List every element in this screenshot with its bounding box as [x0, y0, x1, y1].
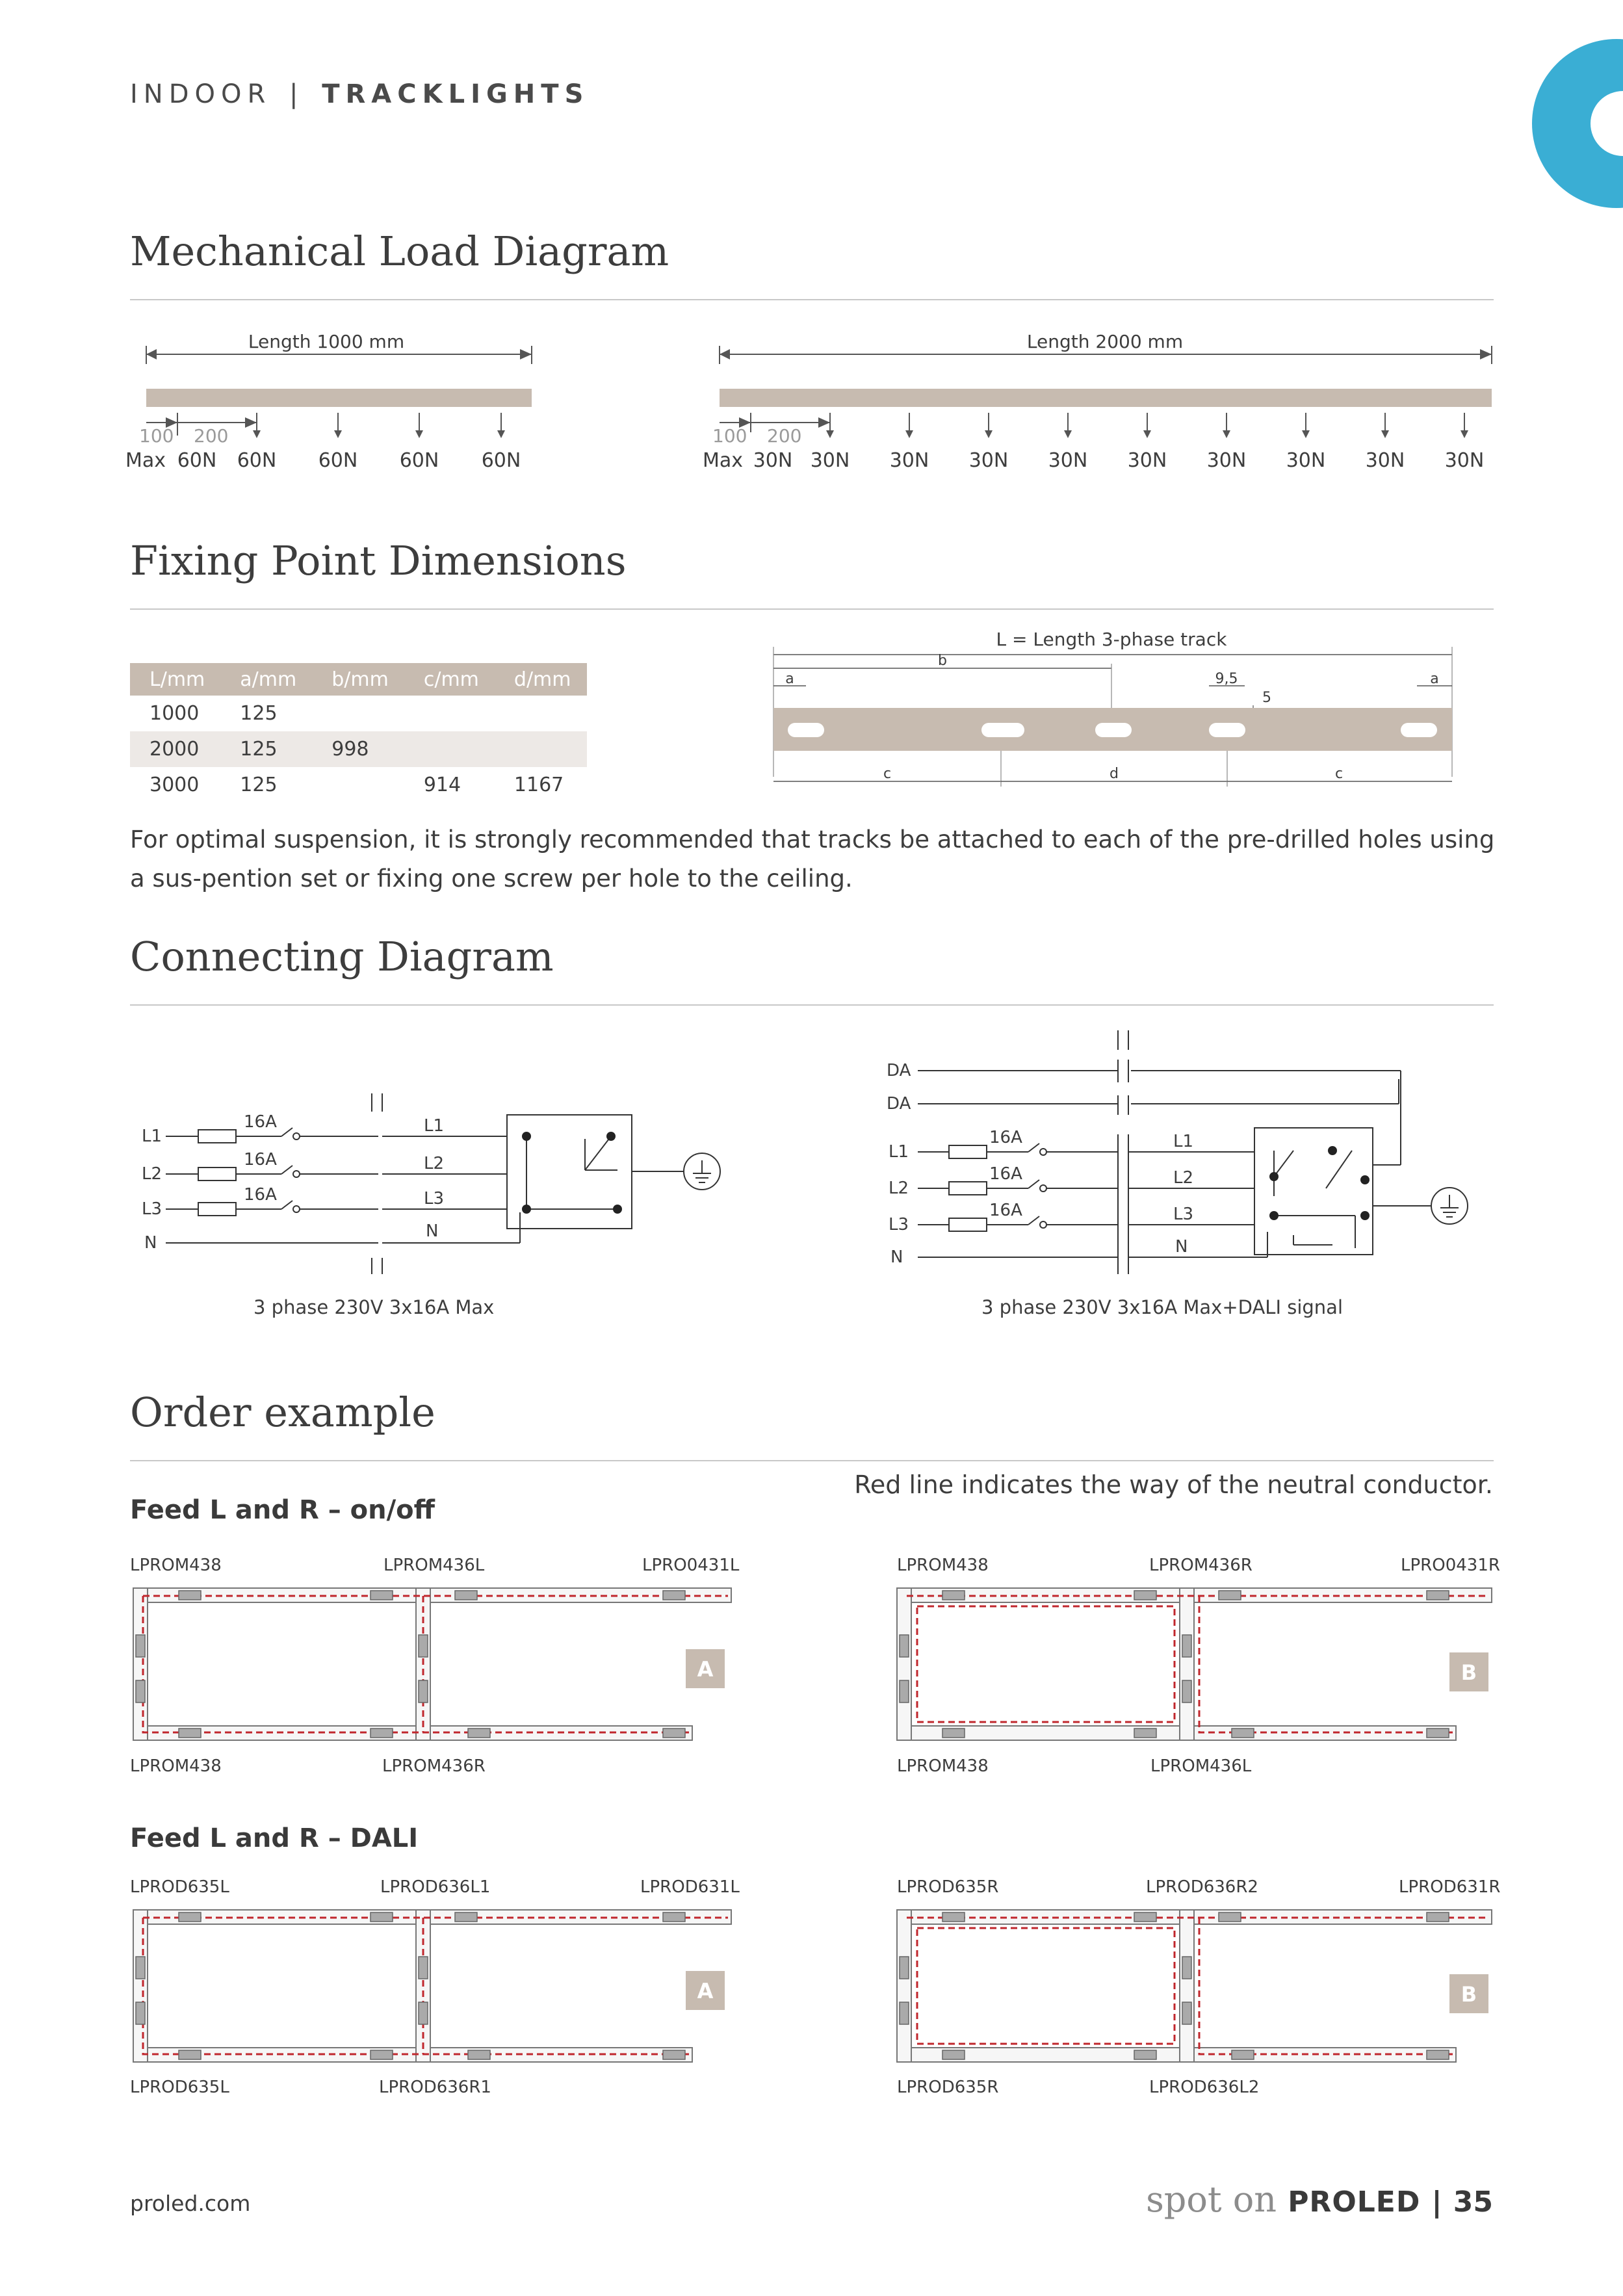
connecting-caption-left: 3 phase 230V 3x16A Max [253, 1296, 495, 1318]
dim-100: 100 [139, 425, 174, 447]
svg-text:16A: 16A [244, 1150, 277, 1169]
svg-text:c: c [883, 766, 892, 782]
load-label: 60N [399, 449, 439, 472]
svg-text:L2: L2 [889, 1179, 909, 1198]
fixing-hole [788, 723, 824, 737]
load-label: 30N [1365, 449, 1405, 472]
track-length-label: L = Length 3-phase track [996, 629, 1227, 650]
svg-text:N: N [426, 1221, 439, 1241]
part-label: LPROM436L [1150, 1756, 1252, 1776]
table-header: d/mm [495, 663, 587, 696]
subheading-dali: Feed L and R – DALI [130, 1823, 419, 1853]
svg-text:L3: L3 [889, 1215, 909, 1234]
track-layout-dali-b [894, 1905, 1498, 2074]
svg-text:5: 5 [1262, 690, 1271, 706]
heading-mechanical-load: Mechanical Load Diagram [130, 228, 669, 275]
table-row: 1000 125 [149, 702, 278, 725]
header-separator: | [289, 79, 304, 109]
part-label: LPROD636L2 [1149, 2078, 1260, 2097]
svg-text:L1: L1 [1173, 1132, 1194, 1151]
table-row: 2000 125 998 [130, 731, 587, 767]
divider [130, 608, 1494, 610]
svg-text:d: d [1110, 766, 1119, 782]
footer-logo: PROLED [1288, 2185, 1421, 2219]
fixing-hole [1401, 723, 1437, 737]
dim-200: 200 [767, 425, 802, 447]
footer-separator: | [1431, 2185, 1442, 2219]
table-row: 3000 125 914 1167 [149, 774, 564, 796]
header-section: INDOOR [130, 79, 272, 109]
load-diagram-2000 [703, 331, 1492, 472]
part-label: LPROD635L [130, 1877, 229, 1897]
connecting-caption-right: 3 phase 230V 3x16A Max+DALI signal [981, 1296, 1343, 1318]
subheading-onoff: Feed L and R – on/off [130, 1495, 435, 1525]
svg-text:16A: 16A [244, 1185, 277, 1205]
footer-tagline: spot on [1146, 2179, 1277, 2220]
svg-text:L3: L3 [1173, 1205, 1194, 1224]
length-label-1000: Length 1000 mm [248, 331, 405, 352]
load-label: 30N [1444, 449, 1485, 472]
svg-text:16A: 16A [989, 1128, 1022, 1147]
svg-text:L3: L3 [142, 1199, 162, 1219]
load-label: 30N [753, 449, 793, 472]
svg-text:a: a [1430, 671, 1439, 687]
part-label: LPROD635L [130, 2078, 229, 2097]
footer-brand [1146, 2179, 1493, 2220]
page-number: 35 [1453, 2185, 1493, 2219]
part-label: LPROD635R [897, 1877, 999, 1897]
heading-fixing-point: Fixing Point Dimensions [130, 537, 627, 584]
load-label: 30N [1048, 449, 1088, 472]
mechanical-load-diagram [123, 319, 1501, 488]
divider [130, 299, 1494, 300]
track-bar-2000 [720, 389, 1492, 407]
track-bar-1000 [146, 389, 532, 407]
fixing-hole [981, 723, 1024, 737]
part-label: LPROD635R [897, 2078, 999, 2097]
svg-text:9,5: 9,5 [1215, 671, 1238, 687]
heading-order-example: Order example [130, 1389, 435, 1436]
connecting-diagram-left [130, 1079, 754, 1287]
svg-text:N: N [144, 1233, 157, 1253]
fixing-note: For optimal suspension, it is strongly recommended that tracks be attached to each of the pre-drilled holes using a sus-pention set or fixing one screw per hole to the ceiling. [130, 826, 1495, 893]
load-label: 60N [177, 449, 217, 472]
header-product: TRACKLIGHTS [322, 79, 590, 109]
load-diagram-1000 [125, 331, 532, 472]
fixing-dimensions-table [130, 663, 587, 803]
track-layout-onoff-a [130, 1583, 741, 1752]
svg-text:16A: 16A [244, 1112, 277, 1132]
table-header: c/mm [404, 663, 495, 696]
svg-text:16A: 16A [989, 1164, 1022, 1184]
svg-text:L1: L1 [889, 1142, 909, 1162]
part-label: LPROM438 [897, 1756, 989, 1776]
svg-text:DA: DA [887, 1061, 911, 1080]
svg-text:N: N [1175, 1237, 1188, 1257]
divider [130, 1460, 1494, 1461]
track-layout-onoff-b [894, 1583, 1498, 1752]
part-label: LPROD631R [1399, 1877, 1501, 1897]
svg-text:A: A [697, 1979, 714, 2003]
length-label-2000: Length 2000 mm [1026, 331, 1184, 352]
svg-text:L2: L2 [1173, 1168, 1194, 1188]
dim-200: 200 [194, 425, 229, 447]
load-label: 30N [1206, 449, 1247, 472]
divider [130, 1004, 1494, 1006]
part-label: LPROD636R1 [379, 2078, 491, 2097]
corner-logo-mark [1532, 39, 1623, 208]
part-label: LPROM436L [383, 1556, 485, 1575]
svg-text:L1: L1 [142, 1127, 162, 1146]
table-header: a/mm [220, 663, 312, 696]
load-label: 30N [1286, 449, 1326, 472]
load-label: Max [702, 449, 744, 472]
part-label: LPRO0431R [1401, 1556, 1500, 1575]
track-layout-dali-a [130, 1905, 741, 2074]
heading-connecting: Connecting Diagram [130, 933, 554, 980]
part-label: LPROM436R [382, 1756, 486, 1776]
table-header: L/mm [130, 663, 220, 696]
connecting-diagram-right [877, 1021, 1495, 1294]
fixing-hole [1095, 723, 1132, 737]
fixing-hole [1209, 723, 1245, 737]
svg-text:A: A [697, 1657, 714, 1682]
load-label: 60N [237, 449, 277, 472]
footer-url: proled.com [130, 2191, 251, 2216]
load-label: 30N [889, 449, 929, 472]
load-label: 30N [810, 449, 850, 472]
part-label: LPROM438 [897, 1556, 989, 1575]
part-label: LPROM436R [1149, 1556, 1253, 1575]
svg-text:L2: L2 [142, 1164, 162, 1184]
load-label: Max [125, 449, 166, 472]
svg-text:a: a [785, 671, 794, 687]
svg-text:B: B [1461, 1982, 1477, 2007]
load-label: 30N [968, 449, 1009, 472]
table-header: b/mm [312, 663, 404, 696]
svg-text:DA: DA [887, 1094, 911, 1114]
svg-text:16A: 16A [989, 1201, 1022, 1220]
neutral-note: Red line indicates the way of the neutral conductor. [854, 1470, 1493, 1499]
svg-text:L1: L1 [424, 1116, 445, 1136]
part-label: LPROM438 [130, 1756, 222, 1776]
fixing-point-diagram [767, 621, 1469, 800]
load-label: 60N [481, 449, 521, 472]
load-label: 60N [318, 449, 358, 472]
part-label: LPROD631L [640, 1877, 740, 1897]
svg-text:L2: L2 [424, 1154, 445, 1173]
part-label: LPROD636L1 [380, 1877, 491, 1897]
dim-100: 100 [712, 425, 747, 447]
load-label: 30N [1127, 449, 1167, 472]
part-label: LPROD636R2 [1146, 1877, 1258, 1897]
part-label: LPRO0431L [642, 1556, 740, 1575]
part-label: LPROM438 [130, 1556, 222, 1575]
svg-text:N: N [890, 1247, 903, 1267]
svg-text:L3: L3 [424, 1189, 445, 1208]
page-header [130, 79, 589, 109]
svg-text:c: c [1334, 766, 1344, 782]
svg-text:b: b [938, 653, 947, 669]
svg-text:B: B [1461, 1660, 1477, 1685]
